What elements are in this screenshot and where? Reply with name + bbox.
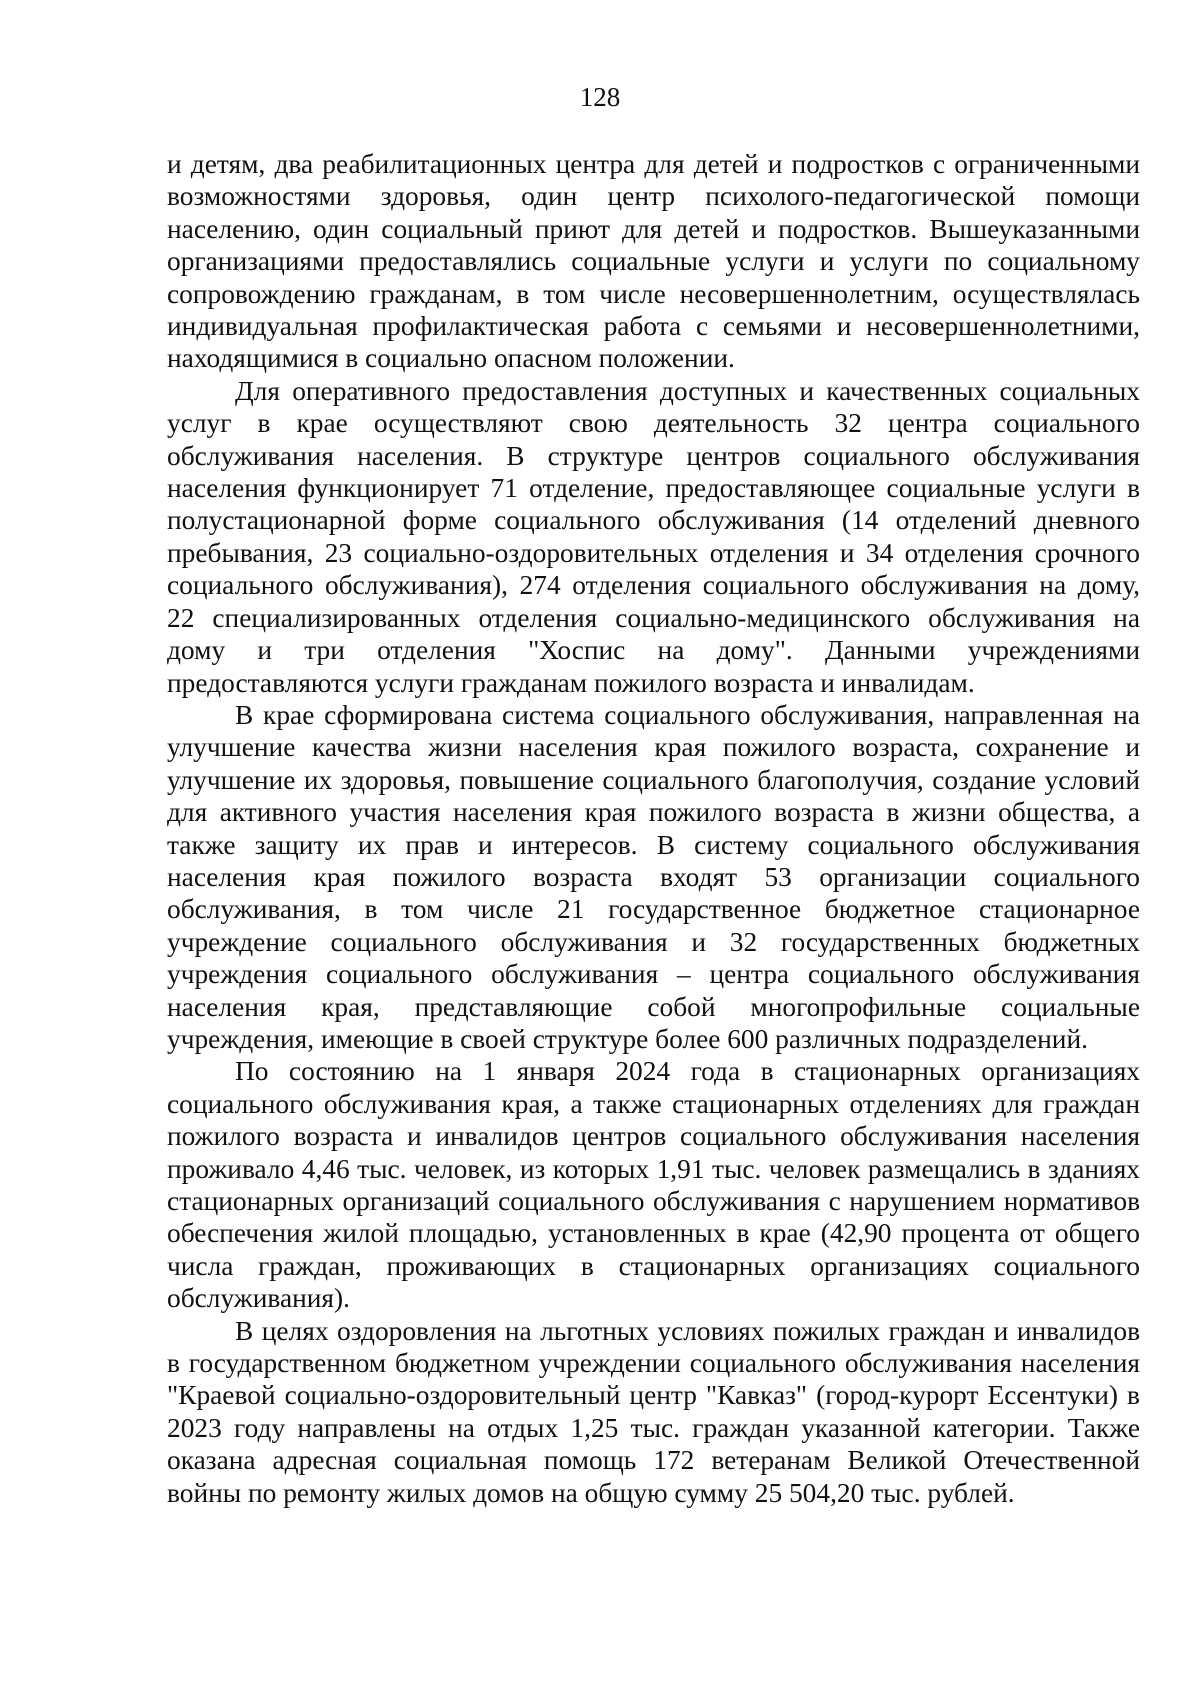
page-number: 128 <box>579 82 621 112</box>
paragraph-health-improvement: В целях оздоровления на льготных условиях пожилых граждан и инвалидов в государственном бюджетном учреждении социального обслуживания населения "Краевой социально-оздоровительный центр "Кавказ" (город-курорт Ессентуки) в 2023 году направлены на отдых 1,25 тыс. граждан указанной категории. Также оказана адресная социальная помощь 172 ветеранам Великой Отечественной войны по ремонту жилых домов на общую сумму 25 504,20 тыс. рублей. <box>167 1315 1140 1508</box>
paragraph-social-service-system: В крае сформирована система социального обслуживания, направленная на улучшение качества жизни населения края пожилого возраста, сохранение и улучшение их здоровья, повышение социального благополучия, создание условий для активного участия населения края пожилого возраста в жизни общества, а также защиту их прав и интересов. В систему социального обслуживания населения края пожилого возраста входят 53 организации социального обслуживания, в том числе 21 государственное бюджетное стационарное учреждение социального обслуживания и 32 государственных бюджетных учреждения социального обслуживания – центра социального обслуживания населения края, представляющие собой многопрофильные социальные учреждения, имеющие в своей структуре более 600 различных подразделений. <box>167 699 1140 1054</box>
paragraph-continuation: и детям, два реабилитационных центра для детей и подростков с ограниченными возможностями здоровья, один центр психолого-педагогической помощи населению, один социальный приют для детей и подростков. Вышеуказанными организациями предоставлялись социальные услуги и услуги по социальному сопровождению гражданам, в том числе несовершеннолетним, осуществлялась индивидуальная профилактическая работа с семьями и несовершеннолетними, находящимися в социально опасном положении. <box>167 149 1140 374</box>
paragraph-social-service-centers: Для оперативного предоставления доступных и качественных социальных услуг в крае осуществляют свою деятельность 32 центра социального обслуживания населения. В структуре центров социального обслуживания населения функционирует 71 отделение, предоставляющее социальные услуги в полустационарной форме социального обслуживания (14 отделений дневного пребывания, 23 социально-оздоровительных отделения и 34 отделения срочного социального обслуживания), 274 отделения социального обслуживания на дому, 22 специализированных отделения социально-медицинского обслуживания на дому и три отделения "Хоспис на дому". Данными учреждениями предоставляются услуги гражданам пожилого возраста и инвалидам. <box>167 375 1140 698</box>
paragraph-residential-statistics: По состоянию на 1 января 2024 года в стационарных организациях социального обслуживания края, а также стационарных отделениях для граждан пожилого возраста и инвалидов центров социального обслуживания населения проживало 4,46 тыс. человек, из которых 1,91 тыс. человек размещались в зданиях стационарных организаций социального обслуживания с нарушением нормативов обеспечения жилой площадью, установленных в крае (42,90 процента от общего числа граждан, проживающих в стационарных организациях социального обслуживания). <box>167 1056 1140 1314</box>
document-body <box>167 148 1140 1509</box>
